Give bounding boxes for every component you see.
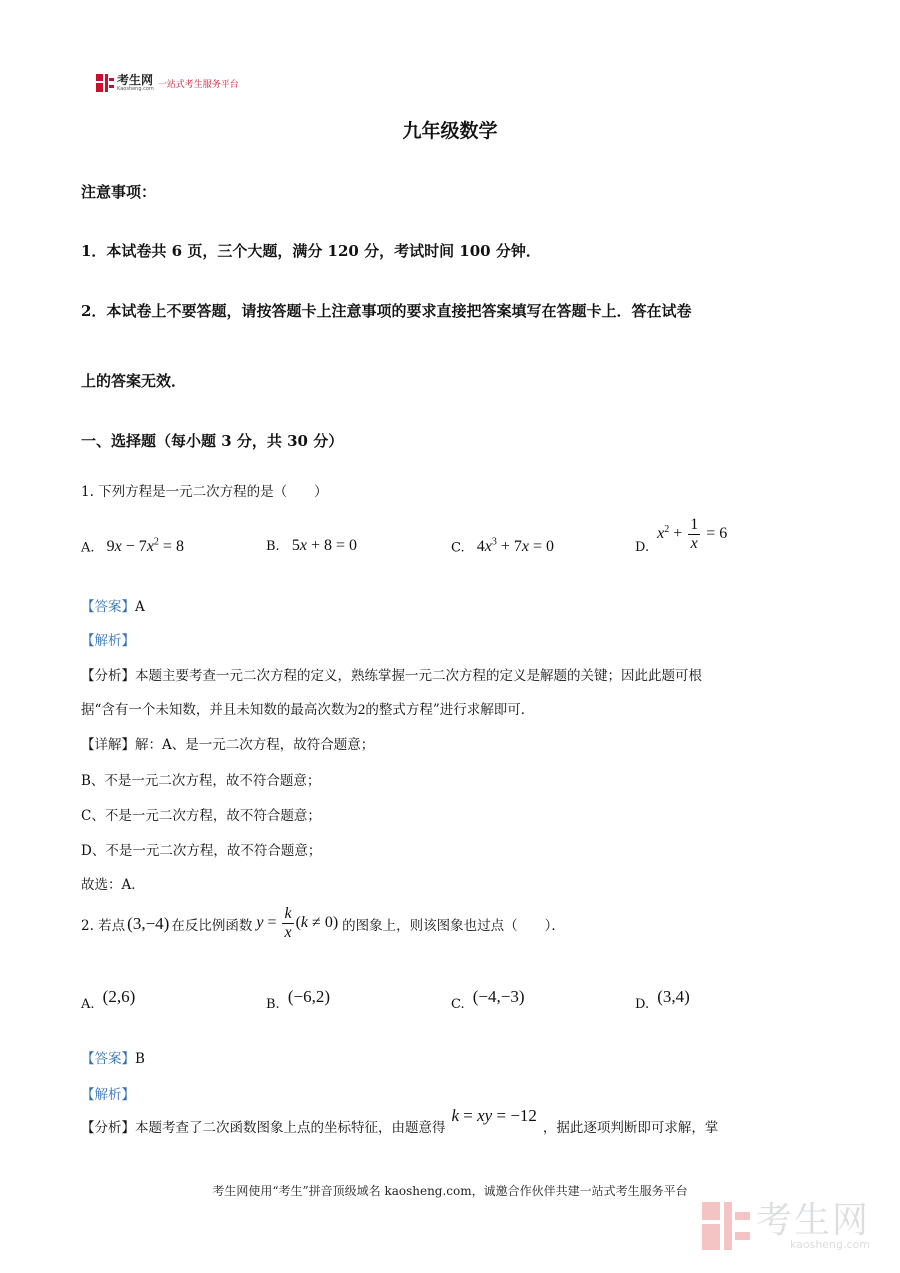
- q1-analysis-tag: 【解析】: [81, 633, 135, 649]
- notes-item-2-line-2: 上的答案无效．: [81, 372, 187, 390]
- q2-option-b: [266, 987, 330, 1013]
- q2-option-c-label: C.: [451, 997, 465, 1012]
- page-footer: 考生网使用“考生”拼音顶级域名 kaosheng.com，诚邀合作伙伴共建一站式考生服务平台: [212, 1184, 688, 1198]
- q2-stem: [81, 906, 565, 941]
- q1-fenxi-line-2: [81, 698, 534, 719]
- q2-option-b-label: B.: [266, 997, 280, 1012]
- q2-option-c-value: (−4,−3): [472, 987, 525, 1006]
- q1-option-a-formula: $9x - 7x^2 = 8$: [106, 537, 184, 556]
- q1-answer-tag: 【答案】: [81, 599, 135, 615]
- q1-option-c-formula: $4x^3 + 7x = 0$: [476, 537, 555, 556]
- q1-option-a-label: A.: [81, 540, 95, 556]
- q2-option-a: [81, 987, 136, 1013]
- q2-stem-point: (3,−4): [127, 913, 170, 933]
- q2-option-a-value: (2,6): [102, 987, 136, 1006]
- q2-answer-tag: 【答案】: [81, 1051, 135, 1067]
- q2-option-d-value: (3,4): [657, 987, 690, 1006]
- q1-stem: 1. 下列方程是一元二次方程的是（ ）: [81, 484, 328, 500]
- q1-detail-line-4: D、不是一元二次方程，故不符合题意；: [81, 843, 322, 859]
- q2-option-b-value: (−6,2): [287, 987, 330, 1006]
- q1-answer-value: A: [135, 599, 145, 615]
- q1-option-c: [451, 537, 554, 556]
- q1-answer: [81, 595, 145, 615]
- logo-mark-icon: [96, 74, 114, 92]
- q2-option-c: [451, 987, 525, 1013]
- q2-fenxi: [81, 1106, 719, 1138]
- q2-option-d-label: D.: [635, 997, 650, 1012]
- logo-name: 考生网: [117, 73, 154, 87]
- q1-fenxi-line-1: 【分析】本题主要考查一元二次方程的定义，熟练掌握一元二次方程的定义是解题的关键；因此此题可根: [81, 668, 702, 684]
- section-1-heading: 一、选择题（每小题 3 分，共 30 分）: [81, 432, 344, 450]
- q1-option-a: [81, 537, 184, 556]
- logo-domain: Kaosheng.com: [117, 86, 154, 92]
- q1-option-d-label: D.: [635, 540, 650, 555]
- q1-choose: 故选：A．: [81, 877, 145, 893]
- q1-detail-line-1: 【详解】解：A、是一元二次方程，故符合题意；: [81, 737, 375, 753]
- q2-stem-mid: 在反比例函数: [171, 917, 253, 934]
- notes-item-1: 1．本试卷共 6 页，三个大题，满分 120 分，考试时间 100 分钟．: [81, 242, 541, 260]
- notes-heading: 注意事项：: [81, 183, 157, 201]
- watermark-domain: kaosheng.com: [789, 1237, 870, 1251]
- watermark-logo-icon: [702, 1202, 750, 1250]
- q2-answer: [81, 1047, 145, 1067]
- q2-stem-pre: 2. 若点: [81, 917, 126, 934]
- q1-option-d: [635, 516, 728, 555]
- q2-stem-post: 的图象上，则该图象也过点（ ）．: [342, 917, 565, 934]
- page-title: 九年级数学: [402, 120, 498, 142]
- header-logo: [96, 72, 239, 94]
- q1-detail-line-3: C、不是一元二次方程，故不符合题意；: [81, 808, 321, 824]
- q2-fenxi-pre: 【分析】本题考查了二次函数图象上点的坐标特征，由题意得: [81, 1120, 446, 1136]
- q1-option-b-label: B.: [266, 539, 280, 554]
- logo-slogan: 一站式考生服务平台: [157, 79, 239, 90]
- q1-option-b: [266, 537, 357, 555]
- watermark: [702, 1199, 870, 1251]
- notes-item-2-line-1: 2．本试卷上不要答题，请按答题卡上注意事项的要求直接把答案填写在答题卡上．答在试卷: [81, 302, 692, 320]
- q1-fenxi-line-2-pre: 据“含有一个未知数，并且未知数的最高次数为: [81, 702, 358, 718]
- q1-option-b-formula: 5x + 8 = 0: [291, 537, 357, 554]
- q1-fenxi-line-2-num: 2: [357, 702, 366, 718]
- q2-answer-value: B: [135, 1051, 145, 1067]
- q2-function-formula: y = $\frac{k}{x}$ (k ≠ 0): [256, 905, 339, 941]
- q2-analysis-tag: 【解析】: [81, 1087, 135, 1103]
- q2-fenxi-post: ，据此逐项判断即可求解，掌: [542, 1120, 719, 1136]
- q2-option-d: [635, 987, 690, 1013]
- q2-fenxi-formula: k = xy = −12: [451, 1106, 537, 1125]
- q1-detail-line-2: B、不是一元二次方程，故不符合题意；: [81, 773, 321, 789]
- q1-fenxi-line-2-post: 的整式方程”进行求解即可．: [365, 702, 535, 718]
- q1-option-c-label: C.: [451, 540, 465, 556]
- watermark-name: 考生网: [755, 1199, 870, 1241]
- q1-option-d-formula: $x^2$ + $\frac{1}{x}$ = 6: [657, 516, 728, 552]
- q2-option-a-label: A.: [81, 997, 95, 1012]
